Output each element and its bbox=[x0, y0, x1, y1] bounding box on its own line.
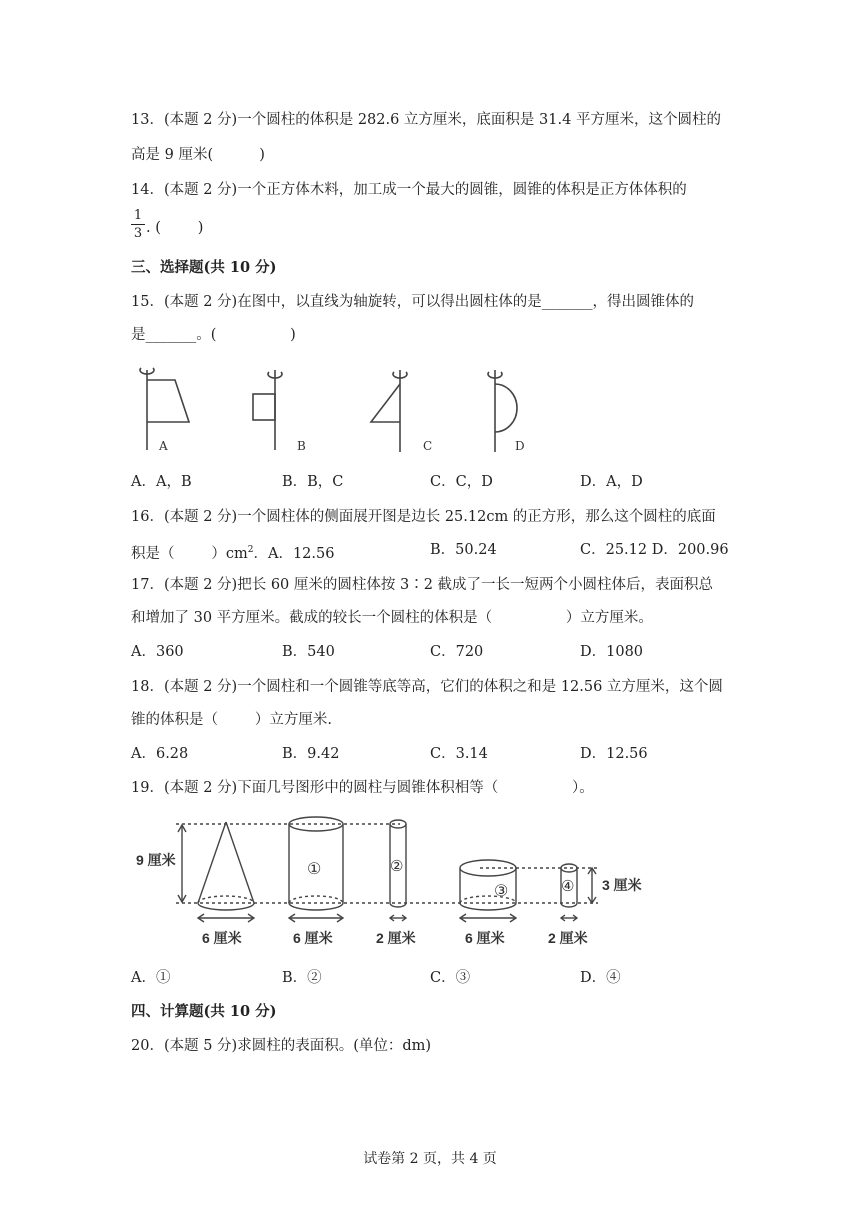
q19-volume-figure bbox=[128, 808, 668, 953]
section-4-heading: 四、计算题(共 10 分) bbox=[131, 1003, 277, 1020]
q20-line: 20．(本题 5 分)求圆柱的表面积。(单位：dm) bbox=[131, 1038, 432, 1054]
q16-line2 bbox=[131, 540, 334, 564]
q19-option-b[interactable]: B．② bbox=[282, 970, 322, 986]
frac-denominator: 3 bbox=[133, 226, 143, 241]
label-n2: ② bbox=[390, 858, 404, 875]
q16-line2-start: 积是（ ）cm bbox=[131, 545, 248, 562]
q19-option-c[interactable]: C．③ bbox=[430, 970, 471, 986]
label-w5: 2 厘米 bbox=[548, 930, 588, 946]
q15-option-b[interactable]: B．B，C bbox=[282, 474, 344, 490]
q15-option-c[interactable]: C．C，D bbox=[430, 474, 493, 490]
q16-option-cd[interactable]: C．25.12 D．200.96 bbox=[580, 542, 729, 558]
q19-option-d[interactable]: D．④ bbox=[580, 970, 621, 986]
label-w4: 6 厘米 bbox=[465, 930, 505, 946]
q17-line2: 和增加了 30 平方厘米。截成的较长一个圆柱的体积是（ ）立方厘米。 bbox=[131, 610, 653, 626]
q17-option-c[interactable]: C．720 bbox=[430, 644, 484, 660]
label-n3: ③ bbox=[494, 883, 509, 900]
q15-line1: 15．(本题 2 分)在图中，以直线为轴旋转，可以得出圆柱体的是_______，得出圆锥体的 bbox=[131, 294, 694, 310]
label-n4: ④ bbox=[561, 878, 575, 895]
fig-label-b: B bbox=[297, 439, 306, 453]
q19-option-a[interactable]: A．① bbox=[131, 970, 171, 986]
page-footer: 试卷第 2 页，共 4 页 bbox=[363, 1151, 497, 1167]
label-3cm: 3 厘米 bbox=[602, 877, 642, 893]
q14-answer-blank: . ( ) bbox=[146, 220, 204, 236]
q18-option-a[interactable]: A．6.28 bbox=[131, 746, 189, 762]
label-9cm: 9 厘米 bbox=[136, 852, 176, 868]
q15-option-d[interactable]: D．A，D bbox=[580, 474, 643, 490]
label-w2: 6 厘米 bbox=[293, 930, 333, 946]
label-n1: ① bbox=[307, 861, 322, 878]
q14-line1: 14．(本题 2 分)一个正方体木料，加工成一个最大的圆锥，圆锥的体积是正方体体积的 bbox=[131, 182, 687, 198]
q18-option-c[interactable]: C．3.14 bbox=[430, 746, 488, 762]
q17-option-a[interactable]: A．360 bbox=[131, 644, 184, 660]
q14-fraction bbox=[131, 208, 145, 241]
q18-option-d[interactable]: D．12.56 bbox=[580, 746, 648, 762]
fig-label-a: A bbox=[159, 439, 168, 453]
fig-label-c: C bbox=[423, 439, 433, 453]
q16-line1: 16．(本题 2 分)一个圆柱体的侧面展开图是边长 25.12cm 的正方形，那么这个圆柱的底面 bbox=[131, 509, 716, 525]
q13-line2: 高是 9 厘米( ) bbox=[131, 147, 265, 163]
section-3-heading: 三、选择题(共 10 分) bbox=[131, 259, 277, 276]
fig-label-d: D bbox=[515, 439, 525, 453]
q16-superscript: 2 bbox=[247, 545, 254, 555]
q19-line1: 19．(本题 2 分)下面几号图形中的圆柱与圆锥体积相等（ ）。 bbox=[131, 780, 594, 796]
q13-line1: 13．(本题 2 分)一个圆柱的体积是 282.6 立方厘米，底面积是 31.4 平方厘米，这个圆柱的 bbox=[131, 112, 721, 128]
q15-option-a[interactable]: A．A，B bbox=[131, 474, 192, 490]
label-w1: 6 厘米 bbox=[202, 930, 242, 946]
q18-option-b[interactable]: B．9.42 bbox=[282, 746, 340, 762]
q17-option-d[interactable]: D．1080 bbox=[580, 644, 644, 660]
q16-option-a[interactable]: ．A．12.56 bbox=[253, 545, 335, 562]
q18-line1: 18．(本题 2 分)一个圆柱和一个圆锥等底等高，它们的体积之和是 12.56 立方厘米，这个圆 bbox=[131, 679, 723, 695]
frac-numerator: 1 bbox=[133, 208, 143, 223]
q17-line1: 17．(本题 2 分)把长 60 厘米的圆柱体按 3∶2 截成了一长一短两个小圆柱体后，表面积总 bbox=[131, 577, 714, 593]
q15-line2: 是_______。( ) bbox=[131, 327, 296, 343]
label-w3: 2 厘米 bbox=[376, 930, 416, 946]
q17-option-b[interactable]: B．540 bbox=[282, 644, 335, 660]
q18-line2: 锥的体积是（ ）立方厘米. bbox=[131, 712, 332, 728]
q16-option-b[interactable]: B．50.24 bbox=[430, 542, 497, 558]
q15-rotation-figures bbox=[125, 360, 545, 455]
